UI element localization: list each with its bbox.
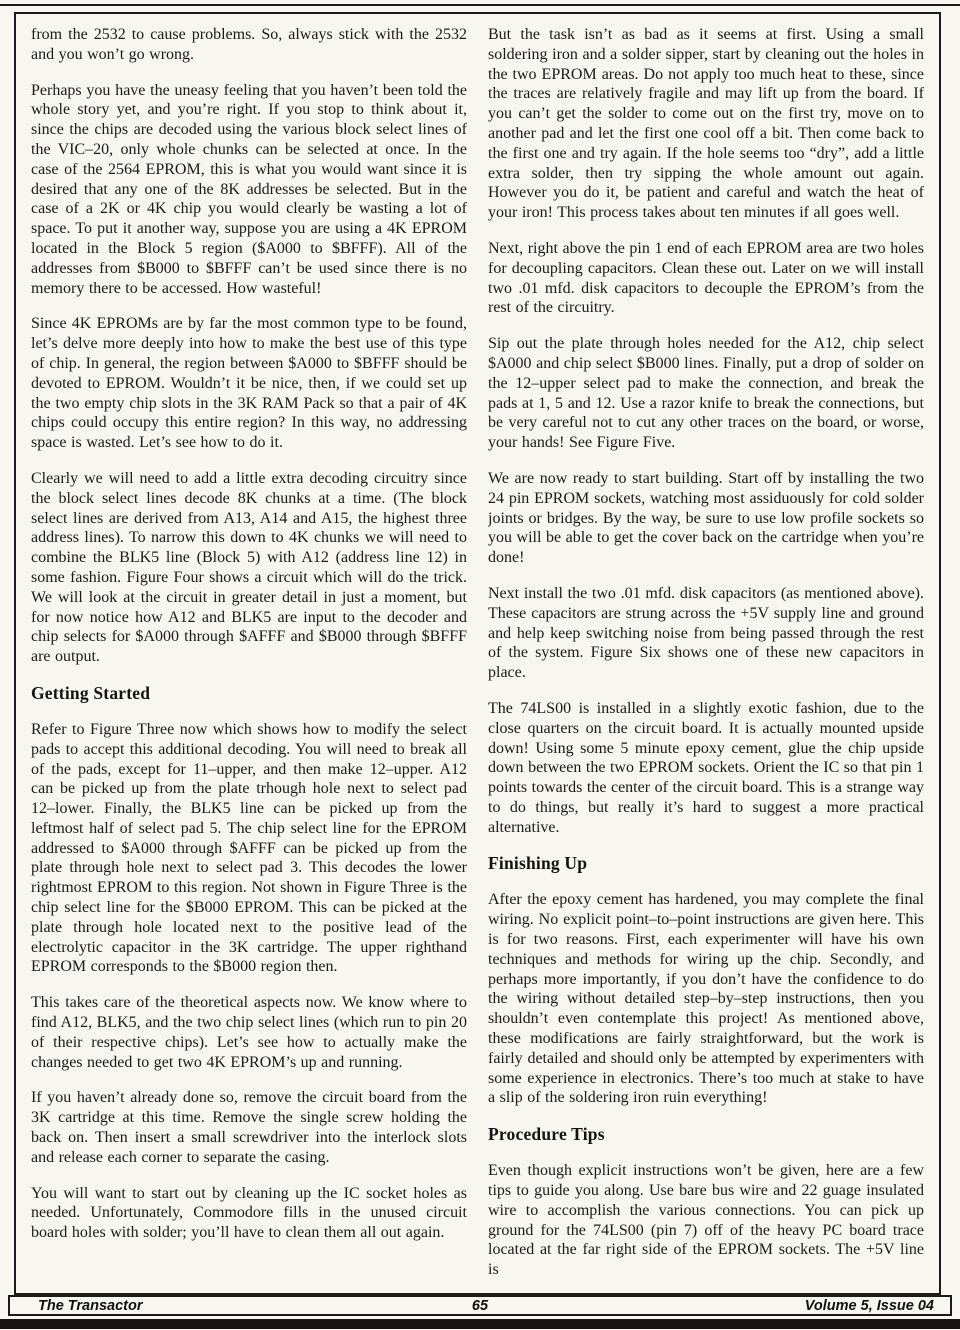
footer-issue-label: Volume 5, Issue 04 [804,1297,934,1314]
body-paragraph: After the epoxy cement has hardened, you may complete the final wiring. No explicit point–to–point instructions are given here. This is for two reasons. First, each experimenter will have his own techniques and methods for wiring up the chip. Secondly, and perhaps more importantly, if you don’t have the confidence to do the wiring without detailed step–by–step instructions, then you shouldn’t even contemplate this project! As mentioned above, these modifications are fairly straightforward, but the work is fairly detailed and should only be attempted by experimenters with some experience in electronics. There’s too much at stake to have a slip of the soldering iron ruin everything! [488,891,924,1107]
bottom-bar [0,1319,960,1329]
left-column [31,25,467,1287]
section-heading: Finishing Up [488,853,588,874]
body-paragraph: This takes care of the theoretical aspects now. We know where to find A12, BLK5, and the two chip select lines (which run to pin 20 of their respective chips). Let’s see how to actually make the changes needed to get two 4K EPROM’s up and running. [31,994,467,1071]
top-rule [0,4,960,6]
right-column [488,25,924,1287]
body-paragraph: The 74LS00 is installed in a slightly exotic fashion, due to the close quarters on the circuit board. It is actually mounted upside down! Using some 5 minute epoxy cement, glue the chip upside down between the two EPROM sockets. Orient the IC so that pin 1 points towards the center of the circuit board. This is a strange way to do things, but really it’s hard to suggest a more practical alternative. [488,699,924,836]
body-paragraph: But the task isn’t as bad as it seems at first. Using a small soldering iron and a solder sipper, start by cleaning out the holes in the two EPROM areas. Do not apply too much heat to these, since the traces are relatively fragile and may lift up from the board. If you can’t get the solder to come out on the first try, move on to another pad and let the first one cool off a bit. Then come back to the first one and try again. If the hole seems too “dry”, add a little extra solder, then try sipping the whole amount out again. However you do it, be patient and careful and watch the heat of your iron! This process takes about ten minutes if all goes well. [488,26,924,222]
body-paragraph: Sip out the plate through holes needed for the A12, chip select $A000 and chip select $B000 lines. Finally, put a drop of solder on the 12–upper select pad to make the connection, and break the pads at 1, 5 and 12. Use a razor knife to break the connections, but be very careful not to cut any other traces on the board, or worse, your hands! See Figure Five. [488,335,924,452]
section-heading: Procedure Tips [488,1124,605,1145]
body-paragraph: We are now ready to start building. Start off by installing the two 24 pin EPROM sockets, watching most assiduously for cold solder joints or bridges. By the way, be sure to use low profile sockets so you will be able to get the cover back on the cartridge when you’re done! [488,469,924,567]
body-paragraph: Clearly we will need to add a little extra decoding circuitry since the block select lines decode 8K chunks at a time. (The block select lines are derived from A13, A14 and A15, the highest three address lines). To narrow this down to 4K chunks we will need to combine the BLK5 line (Block 5) with A12 (address line 12) in some fashion. Figure Four shows a circuit which will do the trick. We will look at the circuit in greater detail in just a moment, but for now notice how A12 and BLK5 are input to the decoder and chip selects for $A000 through $AFFF and $B000 through $BFFF are output. [31,469,467,666]
footer-magazine-title: The Transactor [38,1297,143,1314]
body-paragraph: You will want to start out by cleaning up the IC socket holes as needed. Unfortunately, Commodore fills in the unused circuit board holes with solder; you’ll have to clean them all out again. [31,1184,467,1242]
body-paragraph: If you haven’t already done so, remove the circuit board from the 3K cartridge at this time. Remove the single screw holding the back on. Then insert a small screwdriver into the interlock slots and release each corner to separate the casing. [31,1089,467,1166]
body-paragraph: Next install the two .01 mfd. disk capacitors (as mentioned above). These capacitors are strung across the +5V supply line and ground and help keep switching noise from being passed through the rest of the system. Figure Six shows one of these new capacitors in place. [488,584,924,682]
section-heading: Getting Started [31,682,151,703]
body-paragraph: Refer to Figure Three now which shows how to modify the select pads to accept this additional decoding. You will need to break all of the pads, except for 11–upper, and then make 12–upper. A12 can be picked up from the plate trhough hole next to select pad 12–lower. Finally, the BLK5 line can be picked up from the leftmost half of select pad 5. The chip select line for the EPROM addressed to $A000 through $AFFF can be picked up from the plate through hole next to select pad 3. This decodes the lower rightmost EPROM to this region. Not shown in Figure Three is the chip select line for the $B000 EPROM. This can be picked at the plate through hole located next to the positive lead of the electrolytic capacitor in the 3K cartridge. The upper righthand EPROM corresponds to the $B000 region then. [31,720,467,976]
footer-page-number: 65 [471,1297,489,1314]
body-paragraph: Next, right above the pin 1 end of each EPROM area are two holes for decoupling capacitors. Clean these out. Later on we will install two .01 mfd. disk capacitors to decouple the EPROM’s from the rest of the circuitry. [488,239,924,317]
footer-strip [8,1295,952,1316]
body-paragraph: Perhaps you have the uneasy feeling that you haven’t been told the whole story yet, and you’re right. If you stop to think about it, since the chips are decoded using the various block select lines of the VIC–20, only whole chunks can be selected at once. In the case of the 2564 EPROM, this is what you would want since it is desired that any one of the 8K addresses be selected. But in the case of a 2K or 4K chip you would clearly be wasting a lot of space. To put it another way, suppose you are using a 4K EPROM located in the Block 5 region ($A000 to $BFFF). All of the addresses from $B000 to $BFFF can’t be used since there is no memory there to be accessed. How wasteful! [31,81,467,297]
body-paragraph: from the 2532 to cause problems. So, always stick with the 2532 and you won’t go wrong. [31,26,467,63]
body-paragraph: Since 4K EPROMs are by far the most common type to be found, let’s delve more deeply into how to make the best use of this type of chip. In general, the region between $A000 to $BFFF should be devoted to EPROM. Wouldn’t it be nice, then, if we could set up the two empty chip slots in the 3K RAM Pack so that a pair of 4K chips could occupy this entire region? In this way, no addressing space is wasted. Let’s see how to do it. [31,315,467,452]
body-paragraph: Even though explicit instructions won’t be given, here are a few tips to guide you along. Use bare bus wire and 22 guage insulated wire to accomplish the various connections. You can pick up ground for the 74LS00 (pin 7) off of the heavy PC board trace located at the far right side of the EPROM sockets. The +5V line is [488,1162,924,1279]
article-content-box [14,12,941,1295]
